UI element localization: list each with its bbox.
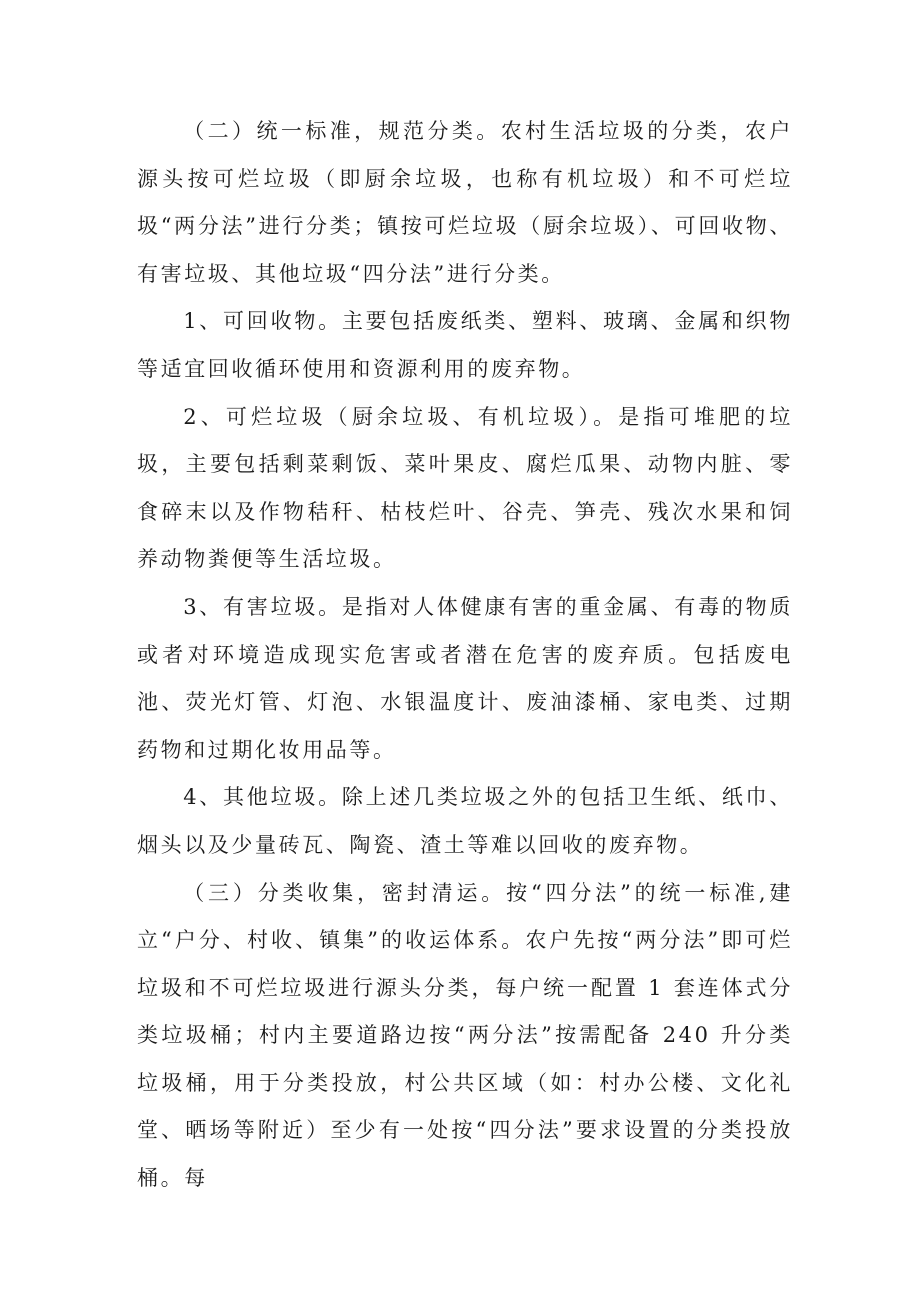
paragraph-item-1-recyclables: 1、可回收物。主要包括废纸类、塑料、玻璃、金属和织物等适宜回收循环使用和资源利用的废弃物。 (137, 309, 793, 381)
paragraph-item-2-kitchen-waste: 2、可烂垃圾（厨余垃圾、有机垃圾）。是指可堆肥的垃圾，主要包括剩菜剩饭、菜叶果皮、腐烂瓜果、动物内脏、零食碎末以及作物秸秆、枯枝烂叶、谷壳、笋壳、残次水果和饲养动物粪便等生活垃圾。 (137, 404, 793, 572)
document-body (137, 108, 793, 1203)
paragraph-section-2: （二）统一标准，规范分类。农村生活垃圾的分类，农户源头按可烂垃圾（即厨余垃圾，也称有机垃圾）和不可烂垃圾“两分法”进行分类；镇按可烂垃圾（厨余垃圾）、可回收物、有害垃圾、其他垃圾“四分法”进行分类。 (137, 119, 793, 286)
paragraph-item-3-hazardous-waste: 3、有害垃圾。是指对人体健康有害的重金属、有毒的物质或者对环境造成现实危害或者潜在危害的废弃质。包括废电池、荧光灯管、灯泡、水银温度计、废油漆桶、家电类、过期药物和过期化妆用品等。 (137, 594, 793, 762)
paragraph-item-4-other-waste: 4、其他垃圾。除上述几类垃圾之外的包括卫生纸、纸巾、烟头以及少量砖瓦、陶瓷、渣土等难以回收的废弃物。 (137, 785, 793, 857)
paragraph-section-3: （三）分类收集，密封清运。按“四分法”的统一标准,建立“户分、村收、镇集”的收运体系。农户先按“两分法”即可烂垃圾和不可烂垃圾进行源头分类，每户统一配置 1 套连体式分类垃圾桶；村内主要道路边按“两分法”按需配备 240 升分类垃圾桶，用于分类投放，村公共区域（如：村办公楼、文化礼堂、晒场等附近）至少有一处按“四分法”要求设置的分类投放桶。每 (137, 880, 793, 1191)
